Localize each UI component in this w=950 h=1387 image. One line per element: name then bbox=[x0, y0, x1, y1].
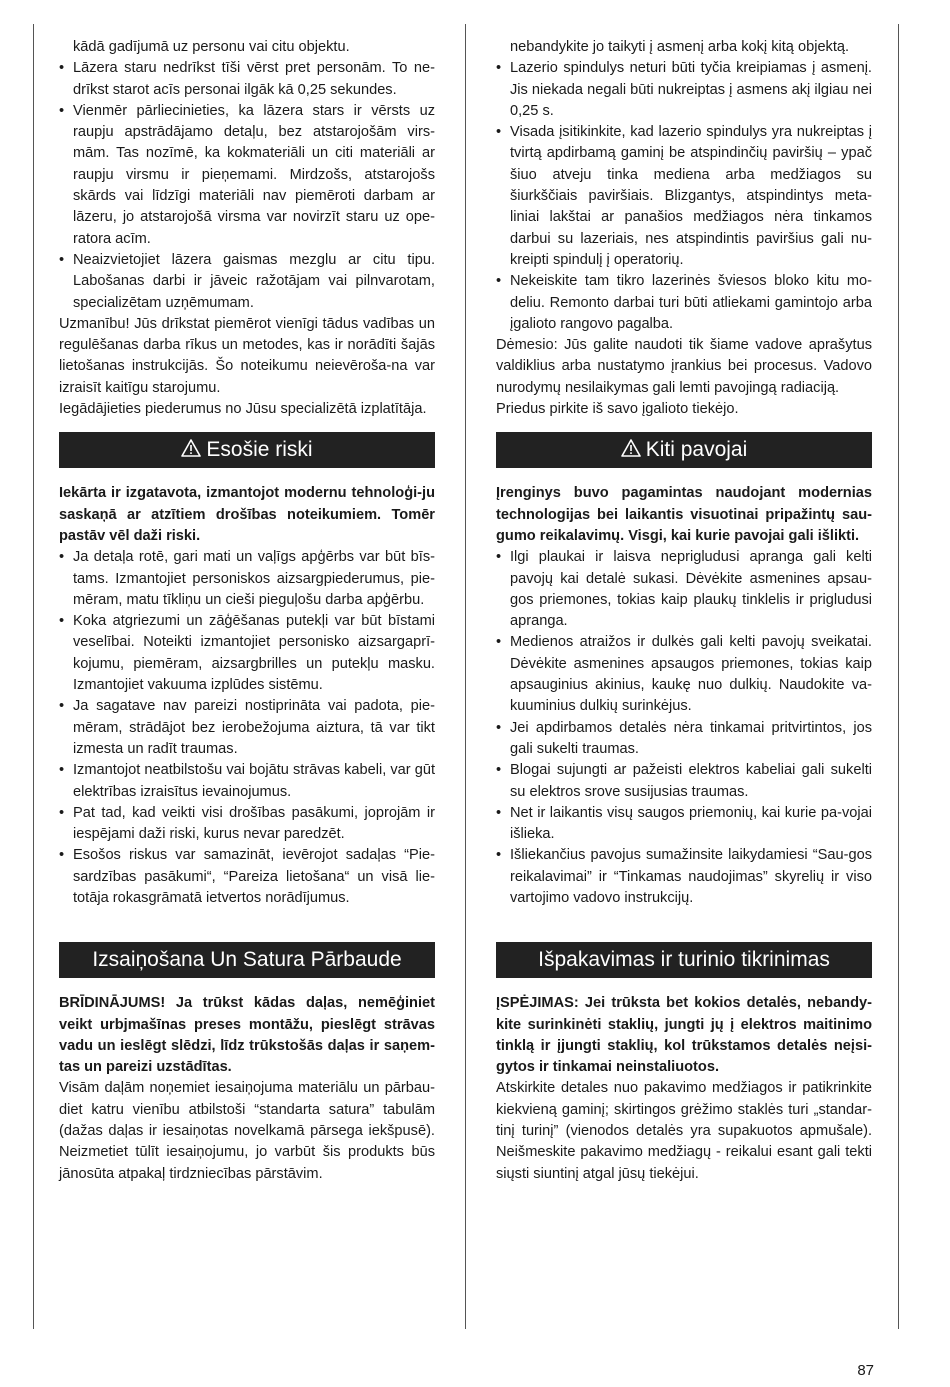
section-title: Kiti pavojai bbox=[645, 438, 748, 462]
risks-intro-bold: Įrenginys buvo pagamintas naudojant modernias technologijas bei laikantis visuotinai pripažintų sau-gumo reikalavimų. Visgi, kai kurie pavojai gali išlikti. bbox=[496, 485, 872, 544]
list-item: • Izmantojot neatbilstošu vai bojātu strāvas kabeli, var gūt elektrības izraisītus ievainojumus. bbox=[59, 760, 435, 803]
list-item: • Jei apdirbamos detalės nėra tinkamai pritvirtintos, jos gali sukelti traumas. bbox=[496, 718, 872, 761]
laser-safety-list bbox=[59, 58, 435, 314]
section-header-unpacking bbox=[59, 942, 435, 978]
list-item: • Nekeiskite tam tikro lazerinės šviesos bloko kitu mo-deliu. Remonto darbai turi būti atliekami gamintojo arba įgalioto rangovo pagalba. bbox=[496, 271, 872, 335]
right-column bbox=[496, 37, 872, 1185]
list-item: • Ja sagatave nav pareizi nostiprināta vai padota, pie-mēram, strādājot bez ierobežojuma aiztura, tā var tikt izmesta un radīt traumas. bbox=[59, 696, 435, 760]
accessories-paragraph: Priedus pirkite iš savo įgalioto tiekėjo. bbox=[496, 401, 739, 418]
left-margin-rule bbox=[33, 24, 34, 1329]
laser-safety-list bbox=[496, 58, 872, 335]
unpacking-warning-bold: BRĪDINĀJUMS! Ja trūkst kādas daļas, nemēģiniet veikt urbjmašīnas preses montāžu, pieslēgt strāvas vadu un ieslēgt slēdzi, līdz trūkstošās daļas ir saņem-tas un pareizi uzstādītas. bbox=[59, 995, 435, 1076]
list-item: • Net ir laikantis visų saugos priemonių, kai kurie pa-vojai išlieka. bbox=[496, 803, 872, 846]
list-item: • Pat tad, kad veikti visi drošības pasākumi, joprojām ir iespējami daži riski, kurus nevar paredzēt. bbox=[59, 803, 435, 846]
risks-intro-bold: Iekārta ir izgatavota, izmantojot modernu tehnoloģi-ju saskaņā ar atzītiem drošības noteikumiem. Tomēr pastāv vēl daži riski. bbox=[59, 485, 435, 544]
center-column-rule bbox=[465, 24, 466, 1329]
section-title: Išpakavimas ir turinio tikrinimas bbox=[538, 948, 830, 972]
unpacking-warning-bold: ĮSPĖJIMAS: Jei trūksta bet kokios detalės, nebandy-kite surinkinėti staklių, jungti jų į elektros maitinimo tinklą ir įjungti staklių, kol trūkstamos detalės neįsi-gytos ir tinkamai neinstaliuotos. bbox=[496, 995, 872, 1076]
list-item: • Vienmēr pārliecinieties, ka lāzera stars ir vērsts uz raupju apstrādājamo detaļu, bez atstarojošām virs-mām. Tas nozīmē, ka kokmateriāli un citi materiāli ar raupju virsmu ir pieņemami. Mirdzošs, atstarojošs skārds vai līdzīgi materiāli nav piemēroti darbam ar lāzeru, jo atstarojošā virsma var novirzīt staru uz ope-ratora acīm. bbox=[59, 101, 435, 250]
section-header-risks bbox=[59, 432, 435, 468]
left-column bbox=[59, 37, 435, 1185]
intro-continuation: nebandykite jo taikyti į asmenį arba kokį kitą objektą. bbox=[510, 39, 850, 55]
attention-paragraph: Dėmesio: Jūs galite naudoti tik šiame vadove aprašytus valdiklius arba nustatymo įrankius bei procesus. Vadovo nurodymų nesilaikymas gali lemti pavojingą radiaciją. bbox=[496, 337, 872, 396]
warning-triangle-icon bbox=[181, 438, 201, 458]
unpacking-paragraph: Atskirkite detales nuo pakavimo medžiagos ir patikrinkite kiekvieną gaminį; skirtingos grėžimo staklės turi „standar-tinį turinį” (vienodos detalės yra supakuotos apmušale). Neišmeskite pakavimo medžiagų - reikalui esant gali tekti siųsti siuntinį atgal jūsų tiekėjui. bbox=[496, 1080, 872, 1182]
attention-paragraph: Uzmanību! Jūs drīkstat piemērot vienīgi tādus vadības un regulēšanas darba rīkus un metodes, kas ir norādīti šajās lietošanas instrukcijās. Šo noteikumu neievēroša-na var izraisīt kaitīgu starojumu. bbox=[59, 315, 435, 396]
list-item: • Esošos riskus var samazināt, ievērojot sadaļas “Pie-sardzības pasākumi“, “Pareiza lietošana“ un visā lie-totāja rokasgrāmatā ietvertos norādījumus. bbox=[59, 845, 435, 909]
risks-list bbox=[496, 547, 872, 909]
list-item: • Ja detaļa rotē, gari mati un vaļīgs apģērbs var būt bīs-tams. Izmantojiet personiskos aizsargpiederumus, pie-mēram, matu tīkliņu un cieši pieguļošu darba apģērbu. bbox=[59, 547, 435, 611]
section-header-risks bbox=[496, 432, 872, 468]
list-item: • Išliekančius pavojus sumažinsite laikydamiesi “Sau-gos reikalavimai” ir “Tinkamas naudojimas” skyrelių ir viso vartojimo vadovo instrukcijų. bbox=[496, 845, 872, 909]
list-item: • Visada įsitikinkite, kad lazerio spindulys yra nukreiptas į tvirtą apdirbamą gaminį be atspindinčių paviršių – ypač šiuo atveju tinka mediena arba medžiagos su šiurkščiais paviršiais. Blizgantys, atspindintys meta-liniai lakštai ar panašios medžiagos nėra tinkamos darbui su lazeriais, nes atspindintis paviršius gali nu-kreipti spindulį į operatorių. bbox=[496, 122, 872, 271]
list-item: • Ilgi plaukai ir laisva neprigludusi apranga gali kelti pavojų kai detalė sukasi. Dėvėkite asmenines apsau-gos priemones, tokias kaip plaukų tinklelis ir prigludusi apranga. bbox=[496, 547, 872, 632]
list-item: • Lazerio spindulys neturi būti tyčia kreipiamas į asmenį. Jis niekada negali būti nukreiptas į asmens akį ilgiau nei 0,25 s. bbox=[496, 58, 872, 122]
section-title: Izsaiņošana Un Satura Pārbaude bbox=[92, 948, 402, 972]
unpacking-paragraph: Visām daļām noņemiet iesaiņojuma materiālu un pārbau-diet katru vienību atbilstoši “standarta satura” tabulām (dažas daļas ir iesaiņotas novelkamā pārsega iekšpusē). Neizmetiet tūlīt iesaiņojumu, jo varbūt šis produkts būs jānosūta atpakaļ tirdzniecības pārstāvim. bbox=[59, 1080, 435, 1182]
list-item: • Medienos atraižos ir dulkės gali kelti pavojų sveikatai. Dėvėkite asmenines apsaugos priemones, tokias kaip apsauginius akinius, kaukę nuo dulkių. Naudokite va-kuuminius dulkių surinkėjus. bbox=[496, 632, 872, 717]
right-margin-rule bbox=[898, 24, 899, 1329]
page-number: 87 bbox=[857, 1362, 874, 1379]
risks-list bbox=[59, 547, 435, 909]
list-item: • Koka atgriezumi un zāģēšanas putekļi var būt bīstami veselībai. Noteikti izmantojiet personisko aizsargaprī-kojumu, piemēram, aizsargbrilles un putekļu masku. Izmantojiet vakuuma izplūdes sistēmu. bbox=[59, 611, 435, 696]
list-item: • Lāzera staru nedrīkst tīši vērst pret personām. To ne-drīkst starot acīs personai ilgāk kā 0,25 sekundes. bbox=[59, 58, 435, 101]
warning-triangle-icon bbox=[621, 438, 641, 458]
section-header-unpacking bbox=[496, 942, 872, 978]
intro-continuation: kādā gadījumā uz personu vai citu objektu. bbox=[73, 39, 350, 55]
section-title: Esošie riski bbox=[206, 438, 313, 462]
list-item: • Neaizvietojiet lāzera gaismas mezglu ar citu tipu. Labošanas darbi ir jāveic ražotājam vai pilnvarotam, specializētam uzņēmumam. bbox=[59, 250, 435, 314]
list-item: • Blogai sujungti ar pažeisti elektros kabeliai gali sukelti su elektros srove susijusias traumas. bbox=[496, 760, 872, 803]
accessories-paragraph: Iegādājieties piederumus no Jūsu specializētā izplatītāja. bbox=[59, 401, 427, 418]
